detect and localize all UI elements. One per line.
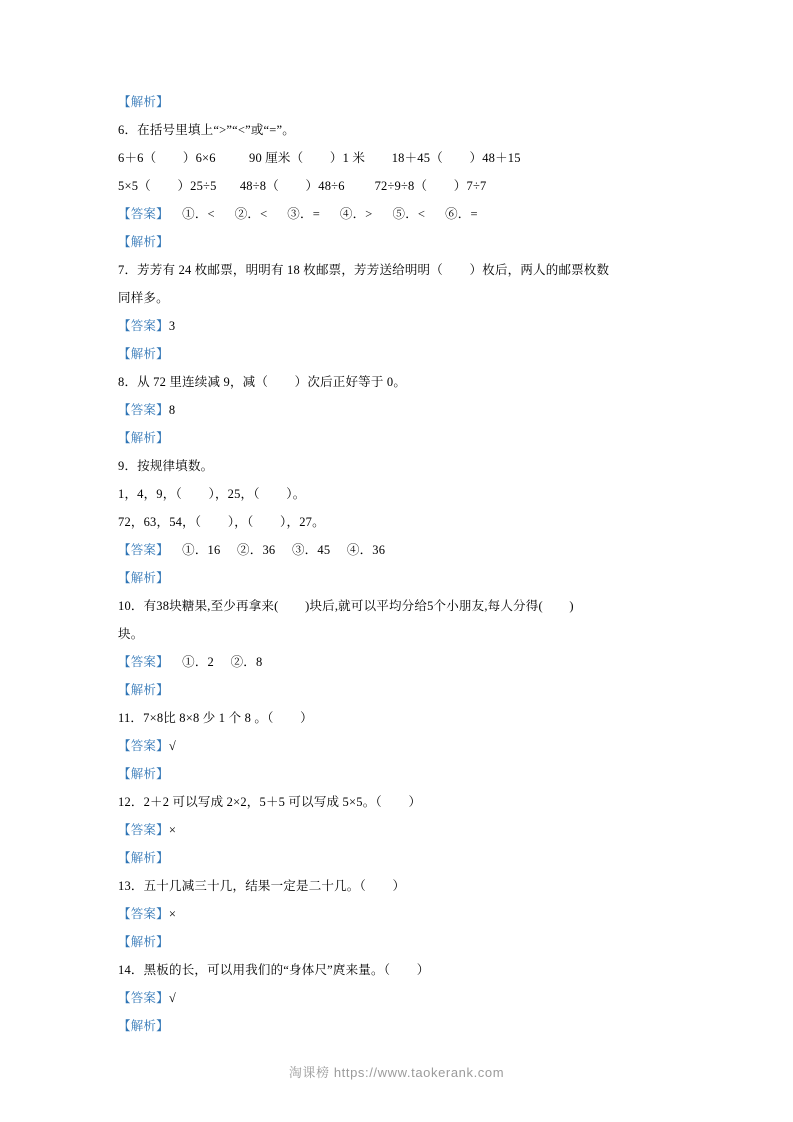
question-line [118, 284, 678, 312]
analysis-tag [118, 564, 678, 592]
question-line [118, 452, 678, 480]
analysis-tag-label: 【解析】 [118, 851, 169, 865]
answer-value: 8 [168, 403, 176, 417]
question-line [118, 956, 678, 984]
answer-tag-label: 【答案】 [118, 543, 169, 557]
analysis-tag [118, 1012, 678, 1040]
question-text: 14．黑板的长，可以用我们的“身体尺”庹来量。（ ） [118, 963, 430, 977]
analysis-tag-label: 【解析】 [118, 935, 169, 949]
analysis-tag [118, 340, 678, 368]
analysis-tag [118, 88, 678, 116]
answer-value: × [168, 823, 177, 837]
answer-line [118, 732, 678, 760]
answer-value: 3 [168, 319, 176, 333]
question-line [118, 256, 678, 284]
answer-tag-label: 【答案】 [118, 403, 169, 417]
answer-tag-label: 【答案】 [118, 319, 169, 333]
question-text: 11．7×8比 8×8 少 1 个 8 。（ ） [118, 711, 313, 725]
question-line [118, 480, 678, 508]
answer-line [118, 984, 678, 1012]
answer-line [118, 900, 678, 928]
answer-value: √ [168, 739, 176, 753]
question-text: 同样多。 [118, 291, 169, 305]
question-line [118, 172, 678, 200]
question-text: 9．按规律填数。 [118, 459, 214, 473]
analysis-tag [118, 228, 678, 256]
analysis-tag [118, 676, 678, 704]
document-body [118, 88, 678, 1040]
analysis-tag-label: 【解析】 [118, 571, 169, 585]
answer-line [118, 396, 678, 424]
question-text: 12．2＋2 可以写成 2×2，5＋5 可以写成 5×5。（ ） [118, 795, 422, 809]
question-line [118, 592, 678, 620]
question-line [118, 872, 678, 900]
answer-line [118, 200, 678, 228]
analysis-tag [118, 424, 678, 452]
answer-tag-label: 【答案】 [118, 207, 169, 221]
analysis-tag [118, 760, 678, 788]
question-text: 6．在括号里填上“>”“<”或“=”。 [118, 123, 295, 137]
question-text: 1，4，9，（ ），25，（ ）。 [118, 487, 306, 501]
question-line [118, 144, 678, 172]
answer-tag-label: 【答案】 [118, 739, 169, 753]
answer-value: × [168, 907, 177, 921]
answer-tag-label: 【答案】 [118, 655, 169, 669]
answer-tag-label: 【答案】 [118, 991, 169, 1005]
question-line [118, 704, 678, 732]
watermark: 淘课榜 https://www.taokerank.com [288, 1065, 505, 1080]
answer-line [118, 536, 678, 564]
answer-tag-label: 【答案】 [118, 823, 169, 837]
question-text: 6＋6（ ）6×6 90 厘米（ ）1 米 18＋45（ ）48＋15 [118, 151, 521, 165]
analysis-tag-label: 【解析】 [118, 431, 169, 445]
analysis-tag-label: 【解析】 [118, 1019, 169, 1033]
question-text: 7．芳芳有 24 枚邮票，明明有 18 枚邮票，芳芳送给明明（ ）枚后，两人的邮票枚数 [118, 263, 610, 277]
question-line [118, 508, 678, 536]
question-line [118, 620, 678, 648]
answer-value: ①．2 ②．8 [168, 655, 263, 669]
question-text: 72，63，54，（ ），（ ），27。 [118, 515, 325, 529]
question-text: 13．五十几减三十几，结果一定是二十几。（ ） [118, 879, 406, 893]
question-text: 块。 [118, 627, 144, 641]
answer-line [118, 816, 678, 844]
question-line [118, 788, 678, 816]
answer-value: ①．16 ②．36 ③．45 ④．36 [168, 543, 386, 557]
question-text: 5×5（ ）25÷5 48÷8（ ）48÷6 72÷9÷8（ ）7÷7 [118, 179, 487, 193]
analysis-tag [118, 844, 678, 872]
question-line [118, 116, 678, 144]
analysis-tag-label: 【解析】 [118, 683, 169, 697]
answer-line [118, 312, 678, 340]
analysis-tag-label: 【解析】 [118, 767, 169, 781]
answer-line [118, 648, 678, 676]
analysis-tag-label: 【解析】 [118, 347, 169, 361]
answer-value: √ [168, 991, 176, 1005]
question-text: 10．有38块糖果,至少再拿来( )块后,就可以平均分给5个小朋友,每人分得( ) [118, 599, 574, 613]
answer-tag-label: 【答案】 [118, 907, 169, 921]
analysis-tag-label: 【解析】 [118, 235, 169, 249]
question-text: 8．从 72 里连续减 9，减（ ）次后正好等于 0。 [118, 375, 407, 389]
analysis-tag-label: 【解析】 [118, 95, 169, 109]
question-line [118, 368, 678, 396]
answer-value: ①．< ②．< ③．= ④．> ⑤．< ⑥．= [168, 207, 478, 221]
analysis-tag [118, 928, 678, 956]
